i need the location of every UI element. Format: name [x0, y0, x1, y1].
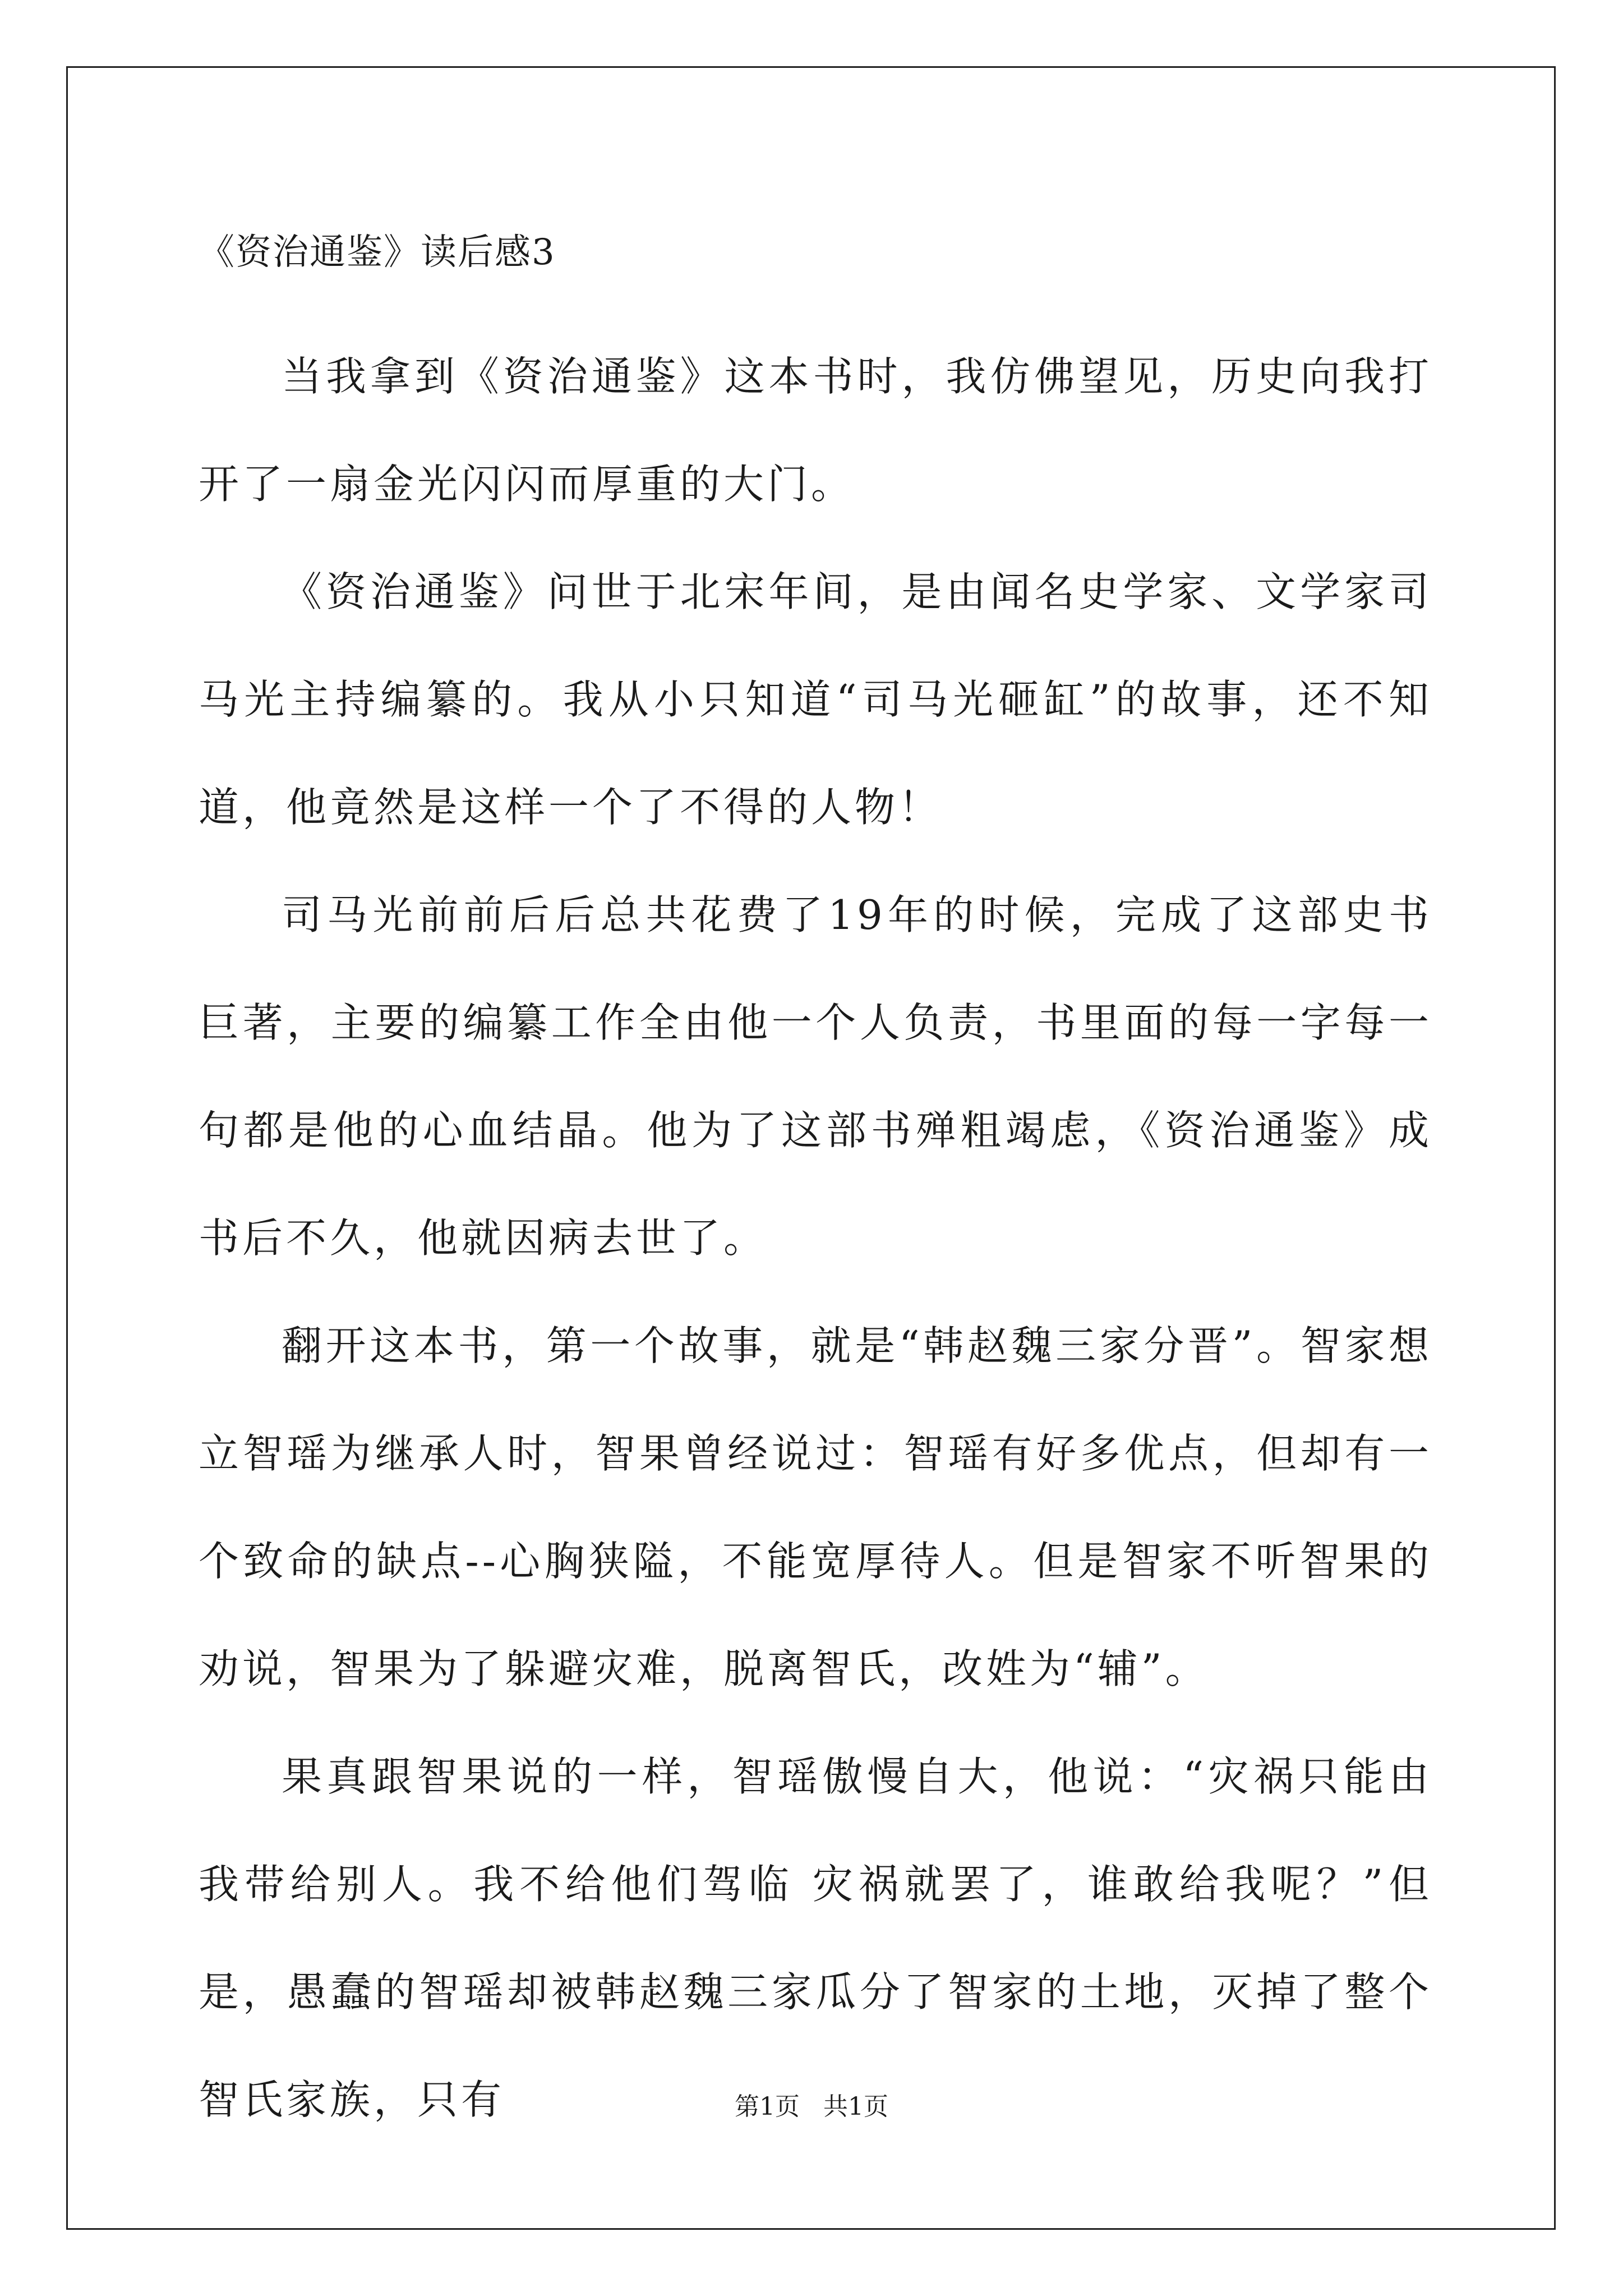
paragraph-2: 《资治通鉴》问世于北宋年间，是由闻名史学家、文学家司马光主持编纂的。我从小只知道“司马光砸缸”的故事，还不知道，他竟然是这样一个了不得的人物！: [199, 568, 1432, 831]
paragraph-1: 当我拿到《资治通鉴》这本书时，我仿佛望见，历史向我打开了一扇金光闪闪而厚重的大门。: [199, 353, 1432, 508]
document-title: 《资治通鉴》读后感3: [199, 232, 556, 273]
paragraph-3: 司马光前前后后总共花费了19年的时候，完成了这部史书巨著，主要的编纂工作全由他一个人负责，书里面的每一字每一句都是他的心血结晶。他为了这部书殚粗竭虑，《资治通鉴》成书后不久，他就因病去世了。: [199, 891, 1432, 1262]
document-body: [199, 222, 1432, 2154]
paragraph-4: 翻开这本书，第一个故事，就是“韩赵魏三家分晋”。智家想立智瑶为继承人时，智果曾经说过：智瑶有好多优点，但却有一个致命的缺点--心胸狭隘，不能宽厚待人。但是智家不听智果的劝说，智果为了躲避灾难，脱离智氏，改姓为“辅”。: [199, 1322, 1432, 1692]
page-footer: 第1页 共1页: [735, 2092, 888, 2121]
paragraph-5: 果真跟智果说的一样，智瑶傲慢自大，他说：“灾祸只能由我带给别人。我不给他们驾临 灾祸就罢了，谁敢给我呢？”但是，愚蠢的智瑶却被韩赵魏三家瓜分了智家的土地，灭掉了整个智氏家族，只有: [199, 1753, 1432, 2123]
